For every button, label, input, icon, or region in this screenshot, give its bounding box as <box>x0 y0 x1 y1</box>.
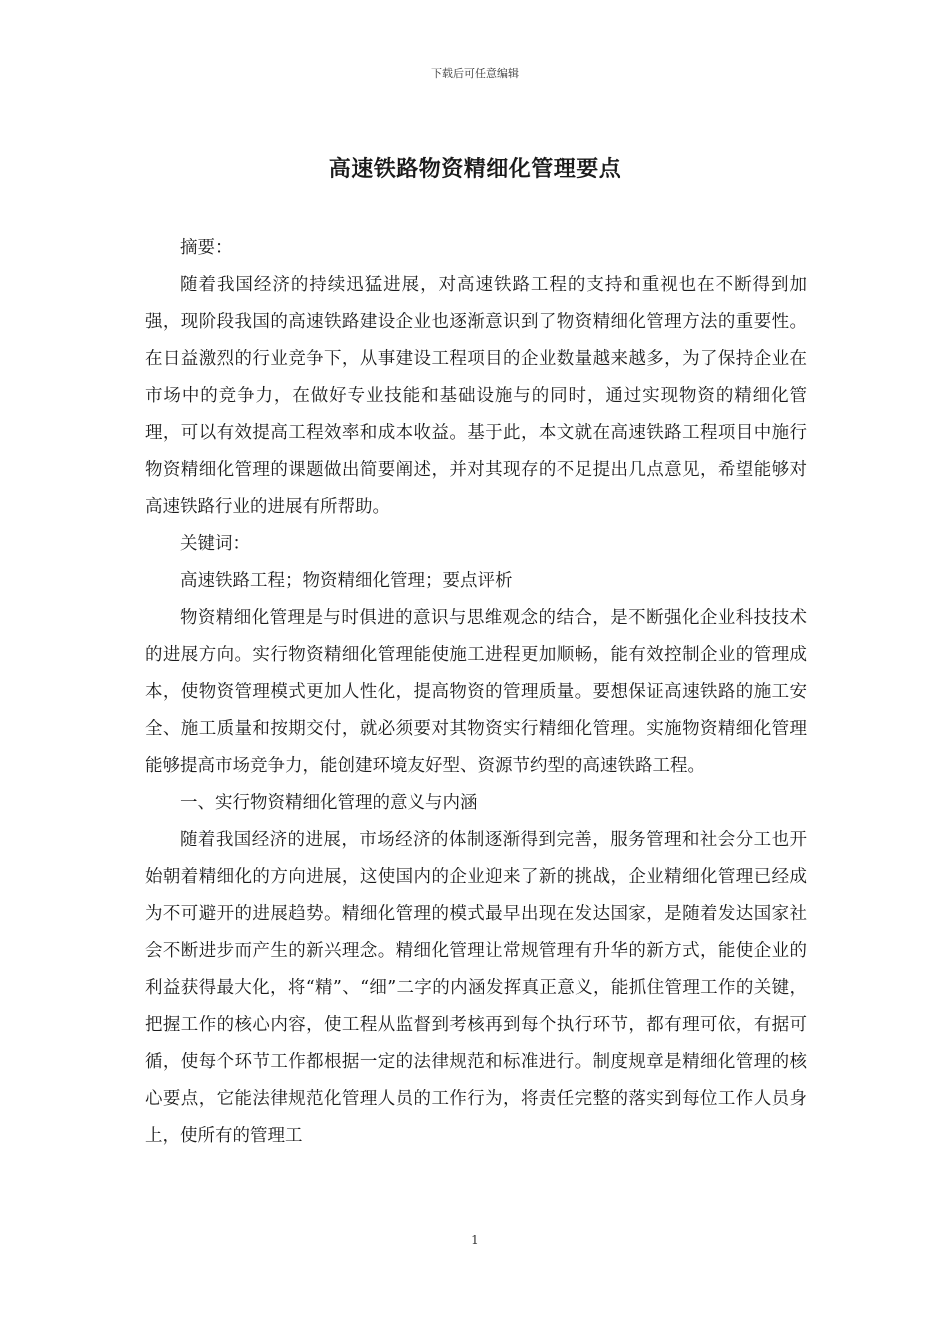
page-number: 1 <box>471 1233 479 1247</box>
section-1-paragraph: 随着我国经济的进展，市场经济的体制逐渐得到完善，服务管理和社会分工也开始朝着精细化的方向进展，这使国内的企业迎来了新的挑战，企业精细化管理已经成为不可避开的进展趋势。精细化管理的模式最早出现在发达国家，是随着发达国家社会不断进步而产生的新兴理念。精细化管理让常规管理有升华的新方式，能使企业的利益获得最大化，将“精”、“细”二字的内涵发挥真正意义，能抓住管理工作的关键，把握工作的核心内容，使工程从监督到考核再到每个执行环节，都有理可依，有据可循，使每个环节工作都根据一定的法律规范和标准进行。制度规章是精细化管理的核心要点，它能法律规范化管理人员的工作行为，将责任完整的落实到每位工作人员身上，使所有的管理工 <box>145 830 807 1146</box>
intro-paragraph: 物资精细化管理是与时俱进的意识与思维观念的结合，是不断强化企业科技技术的进展方向。实行物资精细化管理能使施工进程更加顺畅，能有效控制企业的管理成本，使物资管理模式更加人性化，提高物资的管理质量。要想保证高速铁路的施工安全、施工质量和按期交付，就必须要对其物资实行精细化管理。实施物资精细化管理能够提高市场竞争力，能创建环境友好型、资源节约型的高速铁路工程。 <box>145 608 807 776</box>
section-heading-1: 一、实行物资精细化管理的意义与内涵 <box>180 793 478 813</box>
abstract-heading: 摘要： <box>180 238 233 258</box>
page-header: 下载后可任意编辑 <box>431 67 519 80</box>
keywords-heading: 关键词： <box>180 534 250 554</box>
document-title: 高速铁路物资精细化管理要点 <box>328 156 622 182</box>
document-body <box>145 230 807 1155</box>
keywords-list: 高速铁路工程；物资精细化管理；要点评析 <box>180 571 513 591</box>
abstract-paragraph: 随着我国经济的持续迅猛进展，对高速铁路工程的支持和重视也在不断得到加强，现阶段我国的高速铁路建设企业也逐渐意识到了物资精细化管理方法的重要性。在日益激烈的行业竞争下，从事建设工程项目的企业数量越来越多，为了保持企业在市场中的竞争力，在做好专业技能和基础设施与的同时，通过实现物资的精细化管理，可以有效提高工程效率和成本收益。基于此，本文就在高速铁路工程项目中施行物资精细化管理的课题做出简要阐述，并对其现存的不足提出几点意见，希望能够对高速铁路行业的进展有所帮助。 <box>145 275 807 517</box>
